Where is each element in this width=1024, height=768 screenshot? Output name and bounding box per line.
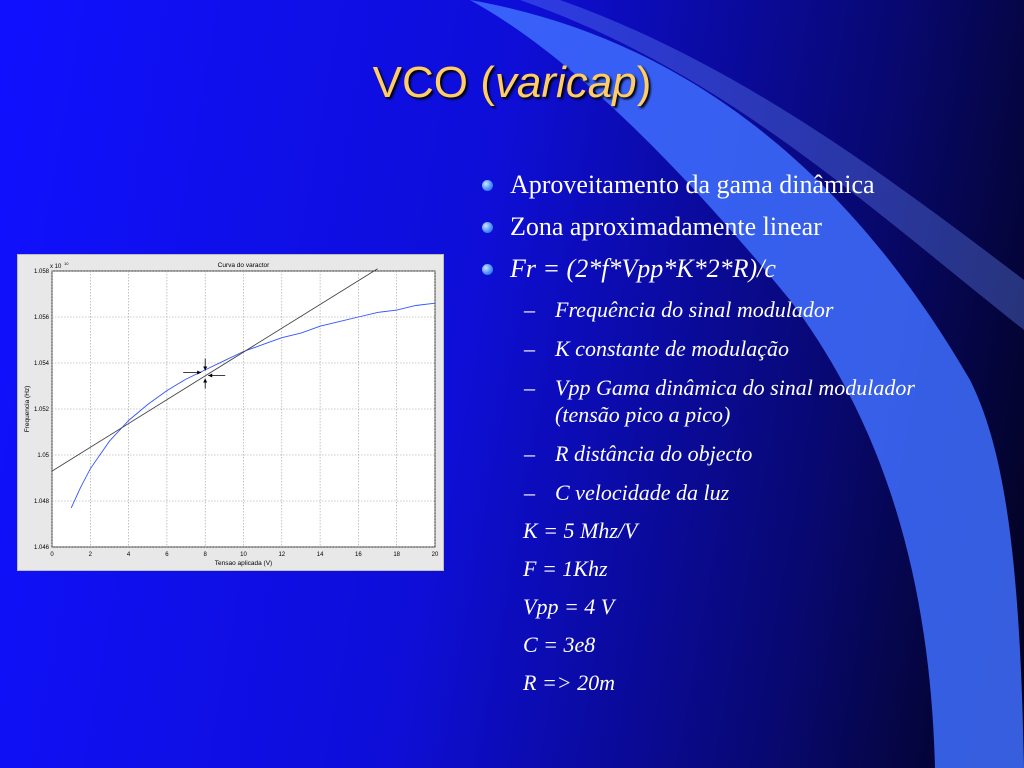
x-tick-label: 8 [203, 552, 207, 558]
chart-svg [18, 255, 443, 570]
value-c: C = 3e8 [523, 632, 596, 657]
x-tick-label: 2 [88, 552, 92, 558]
y-tick-label: 1.05 [37, 453, 49, 459]
sub-bullet-text: K constante de modulação [555, 336, 790, 361]
y-axis-label: Frequencia (Hz) [24, 385, 31, 433]
x-tick-label: 4 [126, 552, 131, 558]
value-r: R => 20m [523, 670, 616, 695]
dash-icon: – [524, 375, 535, 400]
bullet-text: Aproveitamento da gama dinâmica [510, 170, 875, 199]
y-tick-label: 1.056 [33, 315, 49, 321]
sub-bullet-text: R distância do objecto [555, 441, 753, 466]
bullet-item [480, 170, 930, 200]
sub-bullet-text: Vpp Gama dinâmica do sinal modulador (tensão pico a pico) [555, 375, 915, 427]
chart-title: Curva do varactor [217, 262, 270, 269]
sub-bullet-item [480, 440, 930, 467]
y-tick-label: 1.052 [33, 407, 49, 413]
x-tick-label: 10 [240, 552, 247, 558]
x-axis-label: Tensao aplicada (V) [214, 560, 273, 567]
value-vpp: Vpp = 4 V [523, 594, 615, 619]
title-suffix: ) [636, 58, 652, 107]
y-tick-label: 1.046 [33, 545, 49, 551]
y-tick-label: 1.058 [33, 269, 49, 275]
y-tick-label: 1.054 [33, 361, 49, 367]
sub-bullet-text: Frequência do sinal modulador [555, 297, 834, 322]
y-tick-label: 1.048 [33, 499, 49, 505]
x-tick-label: 20 [431, 552, 439, 558]
slide-title [0, 58, 1024, 108]
x-tick-label: 12 [278, 552, 286, 558]
x-tick-label: 16 [355, 552, 362, 558]
x-tick-label: 0 [50, 552, 54, 558]
value-f: F = 1Khz [523, 556, 608, 581]
sub-bullet-item [480, 374, 930, 428]
bullet-text: Zona aproximadamente linear [510, 212, 822, 241]
y-multiplier: x 10 [50, 264, 62, 270]
dash-icon: – [524, 480, 535, 505]
dash-icon: – [524, 441, 535, 466]
bullet-dot-icon [482, 180, 493, 191]
bullet-item [480, 254, 930, 284]
title-prefix: VCO ( [372, 58, 495, 107]
bullet-dot-icon [482, 222, 493, 233]
value-k: K = 5 Mhz/V [523, 518, 638, 543]
x-tick-label: 14 [316, 552, 324, 558]
dash-icon: – [524, 336, 535, 361]
y-multiplier-exponent: 10 [64, 261, 69, 266]
bullet-dot-icon [482, 264, 493, 275]
sub-bullet-text: C velocidade da luz [555, 480, 730, 505]
sub-bullet-item [480, 296, 930, 323]
sub-bullet-item [480, 335, 930, 362]
x-tick-label: 6 [165, 552, 169, 558]
x-tick-label: 18 [393, 552, 401, 558]
varactor-chart [17, 254, 444, 571]
bullet-text: Fr = (2*f*Vpp*K*2*R)/c [510, 254, 776, 283]
bullet-list [480, 170, 930, 708]
bullet-item [480, 212, 930, 242]
sub-bullet-item [480, 479, 930, 506]
title-italic: varicap [494, 58, 637, 107]
dash-icon: – [524, 297, 535, 322]
